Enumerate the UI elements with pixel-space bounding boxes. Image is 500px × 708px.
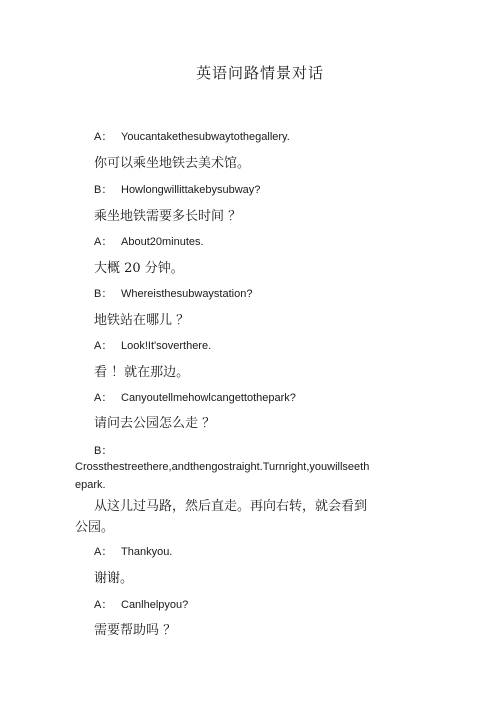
dialogue-line-en xyxy=(94,337,211,353)
english-text: About20minutes. xyxy=(121,236,204,248)
dialogue-line-en xyxy=(94,543,172,559)
dialogue-line-en xyxy=(94,389,296,405)
dialogue-line-en xyxy=(94,442,121,458)
english-text: Whereisthesubwaystation? xyxy=(121,288,253,300)
english-text: Thankyou. xyxy=(121,546,173,558)
chinese-translation: 地铁站在哪儿 ？ xyxy=(94,313,190,328)
dialogue-line-en xyxy=(94,233,204,249)
speaker-label: B： xyxy=(94,288,113,300)
dialogue-line-en xyxy=(94,285,252,301)
english-text: Howlongwillittakebysubway? xyxy=(121,184,261,196)
chinese-translation: 谢谢。 xyxy=(94,571,134,586)
chinese-translation: 看 ！就在那边。 xyxy=(94,365,190,380)
chinese-translation: 请问去公园怎么走 ？ xyxy=(94,416,216,431)
english-text-wrapped: Crossthestreethere,andthengostraight.Turnright,youwillseethepark. xyxy=(75,461,370,491)
dialogue-line-en xyxy=(94,181,260,197)
chinese-translation-wrapped: 从这儿过马路，然后直走。再向右转，就会看到公园。 xyxy=(75,499,368,535)
chinese-translation: 需要帮助吗 ？ xyxy=(94,623,177,638)
speaker-label: A： xyxy=(94,546,113,558)
chinese-translation: 你可以乘坐地铁去美术馆。 xyxy=(94,156,251,171)
speaker-label: A： xyxy=(94,392,113,404)
speaker-label: B： xyxy=(94,184,113,196)
dialogue-line-en xyxy=(94,128,290,144)
speaker-label: A： xyxy=(94,340,113,352)
english-text: Canyoutellmehowlcangettothepark? xyxy=(121,392,296,404)
speaker-label: A： xyxy=(94,599,113,611)
speaker-label: A： xyxy=(94,131,113,143)
english-text: Look!It'soverthere. xyxy=(121,340,212,352)
document-title: 英语问路情景对话 xyxy=(195,64,324,82)
dialogue-line-en xyxy=(94,596,188,612)
english-text: Canlhelpyou? xyxy=(121,599,189,611)
speaker-label: B： xyxy=(94,445,113,457)
chinese-translation: 乘坐地铁需要多长时间 ？ xyxy=(94,209,242,224)
speaker-label: A： xyxy=(94,236,113,248)
english-text: Youcantakethesubwaytothegallery. xyxy=(121,131,290,143)
chinese-translation: 大概 20 分钟。 xyxy=(94,261,184,276)
